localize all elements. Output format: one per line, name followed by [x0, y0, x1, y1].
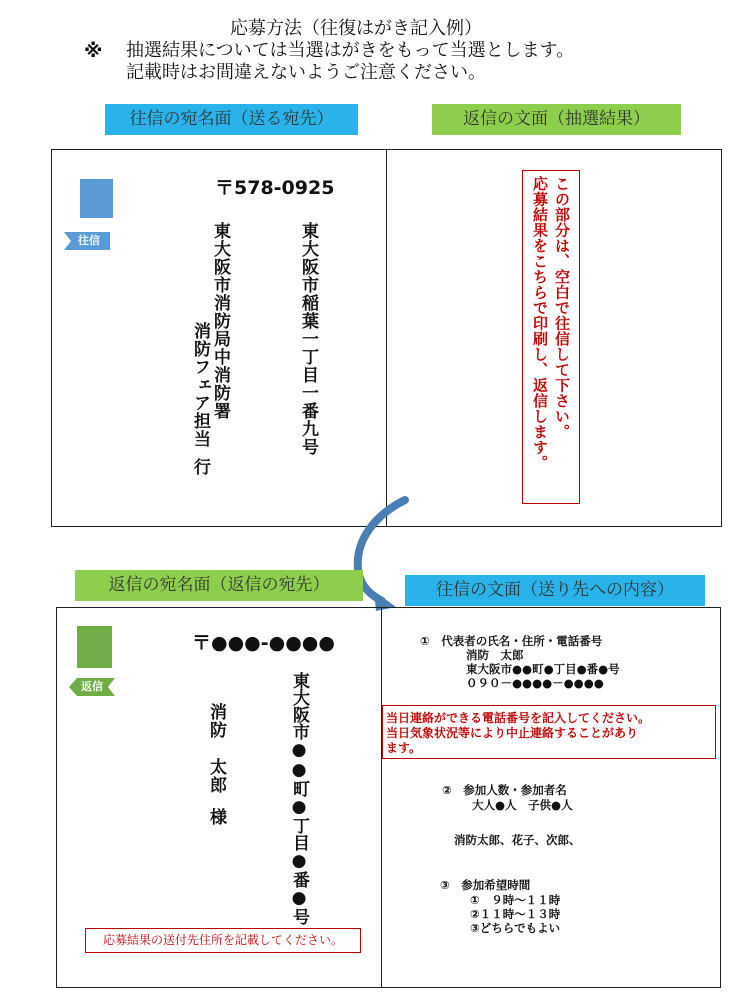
note-line-2: 記載時はお間違えないようご注意ください。	[126, 62, 486, 83]
item2-counts: 大人●人 子供●人	[472, 798, 573, 812]
reply-tag-label: 返信	[81, 680, 103, 693]
reply-given-name: 太郎	[206, 758, 226, 794]
outgoing-tag	[64, 232, 110, 250]
phone-notice-line-1: 当日連絡ができる電話番号を記入してください。	[386, 711, 651, 725]
label-outgoing-address: 往信の宛名面（送る宛先）	[105, 104, 358, 135]
note-mark: ※	[84, 40, 103, 62]
reply-tag	[69, 678, 115, 696]
reply-honorific: 様	[206, 808, 226, 826]
item1-title: ① 代表者の氏名・住所・電話番号	[420, 634, 603, 648]
recipient-org: 東大阪市消防局中消防署	[210, 222, 230, 420]
reply-address-card	[56, 607, 382, 988]
page-title: 応募方法（往復はがき記入例）	[230, 18, 482, 39]
outgoing-address-card	[51, 149, 387, 527]
item2-title: ② 参加人数・参加者名	[442, 783, 567, 797]
note-line-1: 抽選結果については当選はがきをもって当選とします。	[126, 40, 575, 61]
outgoing-tag-label: 往信	[78, 234, 100, 247]
reply-surname: 消防	[206, 703, 226, 739]
stamp-box	[77, 626, 112, 668]
phone-notice-line-3: ます。	[386, 741, 422, 755]
item1-address: 東大阪市●●町●丁目●番●号	[466, 662, 620, 676]
outgoing-message-card	[381, 607, 721, 988]
item3-option-3: ③どちらでもよい	[470, 921, 561, 935]
item3-option-1: ① ９時～１１時	[470, 893, 561, 907]
item1-phone: ０９０－●●●●－●●●●	[466, 676, 604, 690]
phone-notice-line-2: 当日気象状況等により中止連絡することがあり	[386, 726, 639, 740]
label-reply-message: 返信の文面（抽選結果）	[432, 104, 681, 135]
stamp-box	[80, 179, 113, 218]
reply-message-card	[386, 149, 722, 527]
item3-option-2: ②１１時～１３時	[470, 907, 561, 921]
recipient-dept: 消防フェア担当	[190, 322, 210, 448]
label-outgoing-message: 往信の文面（送り先への内容）	[405, 575, 705, 606]
reply-address: 東大阪市●●町●丁目●番●号	[289, 672, 309, 925]
item1-name: 消防 太郎	[466, 648, 524, 662]
reply-address-note: 応募結果の送付先住所を記載してください。	[85, 928, 361, 953]
item3-title: ③ 参加希望時間	[440, 878, 531, 892]
item2-names: 消防太郎、花子、次郎、	[454, 833, 581, 847]
reply-message-line-2: 応募結果をこちらで印刷し、返信します。	[531, 176, 549, 471]
recipient-address: 東大阪市稲葉一丁目一番九号	[298, 222, 318, 456]
recipient-suffix: 行	[190, 458, 210, 476]
postal-code: 〒578-0925	[215, 177, 335, 199]
label-reply-address: 返信の宛名面（返信の宛先）	[75, 570, 363, 601]
reply-postal-code: 〒●●●-●●●●	[192, 632, 335, 654]
reply-message-line-1: この部分は、空白で往信して下さい。	[553, 176, 571, 440]
